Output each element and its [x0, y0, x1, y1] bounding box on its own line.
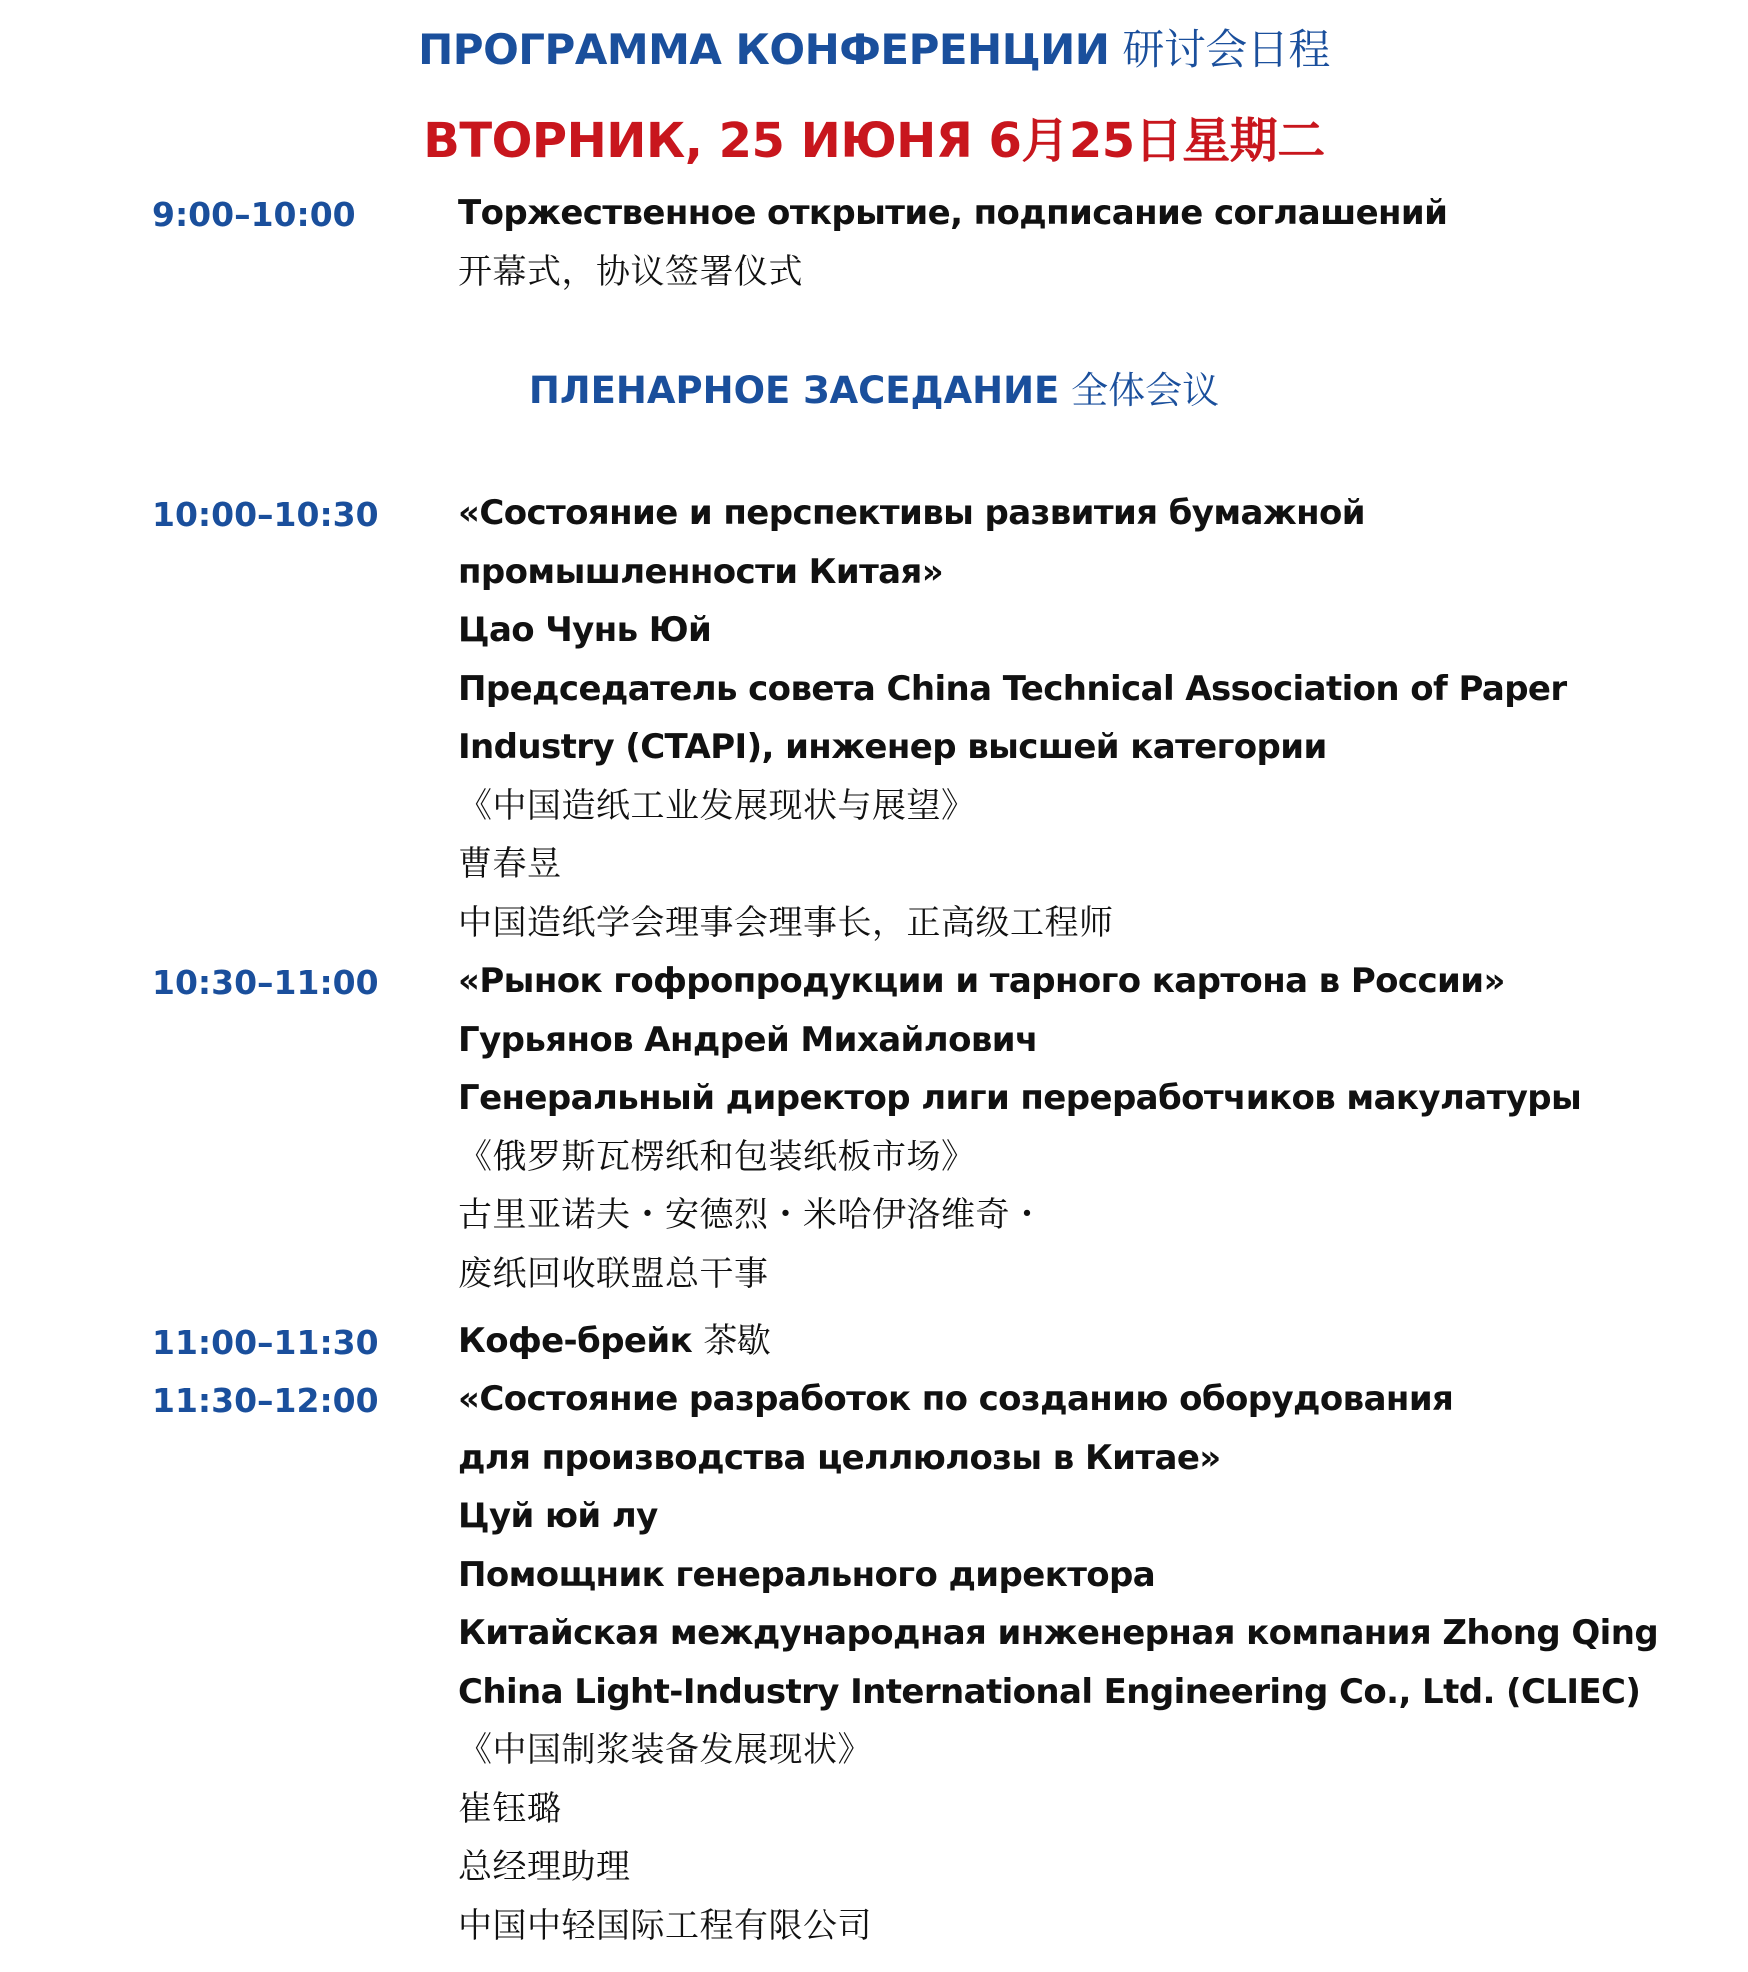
talk2-title-ru: «Рынок гофропродукции и тарного картона в России» [458, 961, 1505, 1001]
talk1-speaker-ru: Цао Чунь Юй [458, 610, 712, 650]
talk3-position-ru: Помощник генерального директора [458, 1554, 1156, 1595]
opening-block [458, 184, 1708, 301]
coffee-break-ru: Кофе-брейк [458, 1321, 693, 1361]
talk3-position-zh: 总经理助理 [458, 1847, 631, 1887]
page-title [0, 22, 1748, 78]
talk2-block [458, 952, 1708, 1303]
page-title-ru: ПРОГРАММА КОНФЕРЕНЦИИ [418, 25, 1110, 74]
talk1-speaker-zh: 曹春昱 [458, 844, 562, 884]
talk2-position-ru: Генеральный директор лиги переработчиков макулатуры [458, 1078, 1582, 1118]
talk1-time: 10:00–10:30 [152, 495, 379, 534]
talk3-time: 11:30–12:00 [152, 1381, 379, 1420]
talk1-block [458, 484, 1708, 952]
section-heading-ru: ПЛЕНАРНОЕ ЗАСЕДАНИЕ [528, 369, 1060, 412]
coffee-time: 11:00–11:30 [152, 1323, 379, 1362]
talk3-speaker-ru: Цуй юй лу [458, 1496, 658, 1536]
talk3-speaker-zh: 崔钰璐 [458, 1788, 562, 1829]
talk3-title-line-2: для производства целлюлозы в Китае» [458, 1437, 1221, 1478]
talk2-title-zh: 《俄罗斯瓦楞纸和包装纸板市场》 [458, 1136, 976, 1177]
coffee-block [458, 1312, 1708, 1371]
talk3-block [458, 1370, 1708, 1955]
talk1-position-line-2: Industry (CTAPI), инженер высшей категории [458, 727, 1327, 767]
talk1-title-line-1: «Состояние и перспективы развития бумажной [458, 493, 1366, 533]
talk2-position-zh: 废纸回收联盟总干事 [458, 1253, 769, 1294]
talk3-company-zh: 中国中轻国际工程有限公司 [458, 1905, 872, 1946]
coffee-break-zh: 茶歇 [703, 1321, 771, 1361]
coffee-break-line [458, 1312, 1708, 1371]
section-heading-plenary [0, 366, 1748, 416]
opening-title-zh: 开幕式，协议签署仪式 [458, 251, 803, 292]
talk3-company-line-1: Китайская международная инженерная компания Zhong Qing [458, 1613, 1659, 1653]
talk1-title-line-2: промышленности Китая» [458, 551, 944, 592]
talk3-title-line-1: «Состояние разработок по созданию оборудования [458, 1379, 1454, 1419]
section-heading-zh: 全体会议 [1071, 369, 1220, 412]
talk2-time: 10:30–11:00 [152, 963, 379, 1002]
talk3-company-line-2: China Light-Industry International Engineering Co., Ltd. (CLIEC) [458, 1671, 1641, 1712]
talk1-title-zh: 《中国造纸工业发展现状与展望》 [458, 785, 976, 826]
talk1-position-zh: 中国造纸学会理事会理事长，正高级工程师 [458, 902, 1114, 943]
talk2-speaker-ru: Гурьянов Андрей Михайлович [458, 1019, 1038, 1060]
opening-title-ru: Торжественное открытие, подписание соглашений [458, 193, 1448, 233]
talk2-speaker-zh: 古里亚诺夫・安德烈・米哈伊洛维奇・ [458, 1195, 1045, 1235]
opening-time: 9:00–10:00 [152, 195, 356, 234]
talk1-position-line-1: Председатель совета China Technical Association of Paper [458, 668, 1567, 709]
day-heading: ВТОРНИК, 25 ИЮНЯ 6月25日星期二 [423, 113, 1325, 169]
talk3-title-zh: 《中国制浆装备发展现状》 [458, 1730, 872, 1770]
page-title-zh: 研讨会日程 [1122, 25, 1330, 74]
